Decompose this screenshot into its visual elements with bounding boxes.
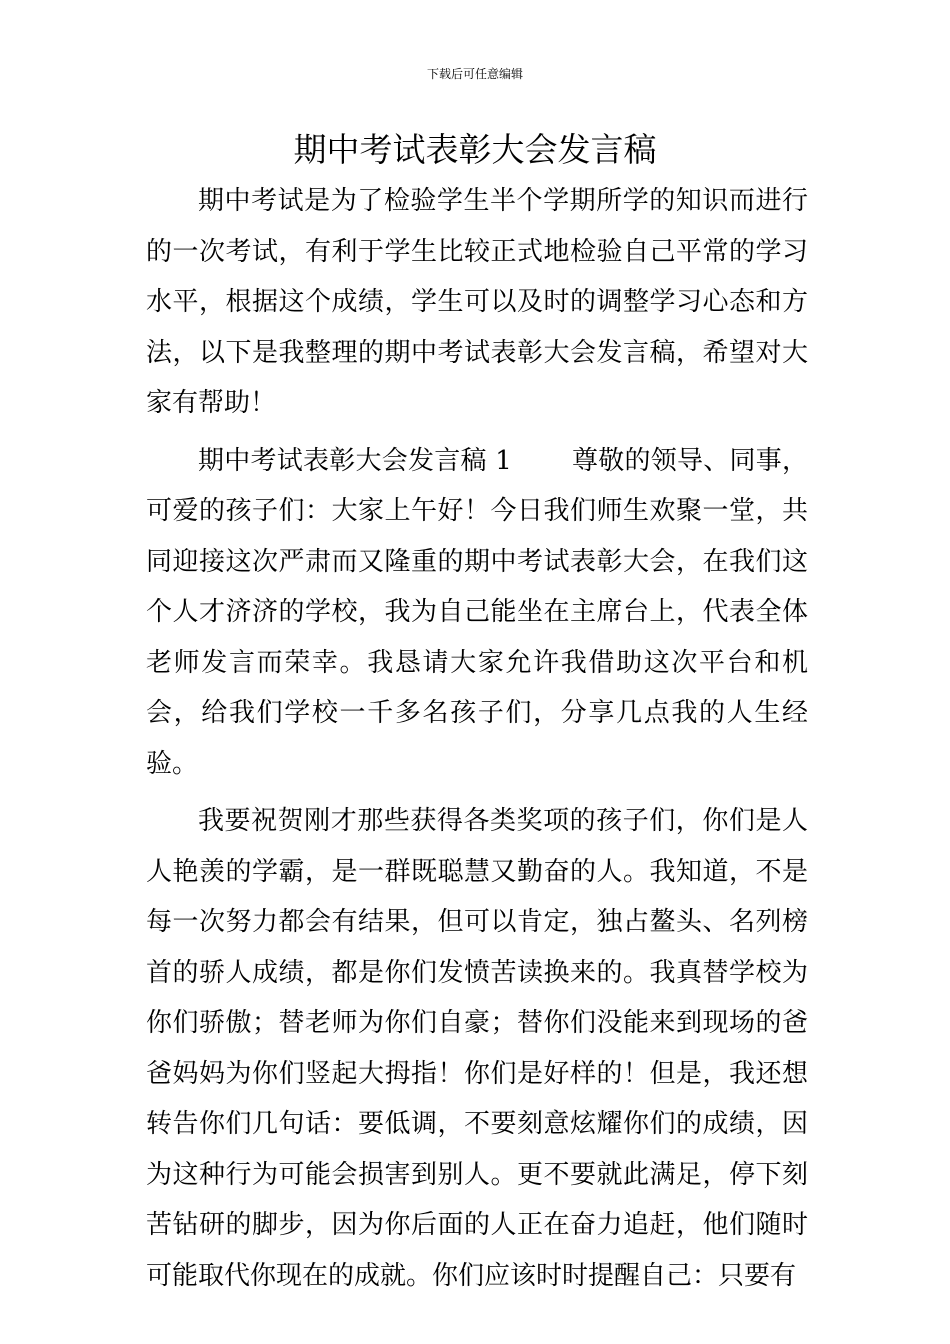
- paragraph-intro: 期中考试是为了检验学生半个学期所学的知识而进行的一次考试，有利于学生比较正式地检验自己平常的学习水平，根据这个成绩，学生可以及时的调整学习心态和方法，以下是我整理的期中考试表彰大会发言稿，希望对大家有帮助！: [146, 186, 808, 418]
- speech-heading: 期中考试表彰大会发言稿 1: [198, 445, 512, 476]
- paragraph-congratulations: 我要祝贺刚才那些获得各类奖项的孩子们，你们是人人艳羡的学霸，是一群既聪慧又勤奋的人。我知道，不是每一次努力都会有结果，但可以肯定，独占鳌头、名列榜首的骄人成绩，都是你们发愤苦读换来的。我真替学校为你们骄傲；替老师为你们自豪；替你们没能来到现场的爸爸妈妈为你们竖起大拇指！你们是好样的！但是，我还想转告你们几句话：要低调，不要刻意炫耀你们的成绩，因为这种行为可能会损害到别人。更不要就此满足，停下刻苦钻研的脚步，因为你后面的人正在奋力追赶，他们随时可能取代你现在的成就。你们应该时时提醒自己：只要有: [146, 806, 808, 1291]
- speech-opening-text: 尊敬的领导、同事，可爱的孩子们：大家上午好！今日我们师生欢聚一堂，共同迎接这次严肃而又隆重的期中考试表彰大会，在我们这个人才济济的学校，我为自己能坐在主席台上，代表全体老师发言而荣幸。我恳请大家允许我借助这次平台和机会，给我们学校一千多名孩子们，分享几点我的人生经验。: [146, 445, 808, 779]
- document-body: [146, 176, 808, 1308]
- document-title: 期中考试表彰大会发言稿: [293, 130, 657, 169]
- header-note: 下载后可任意编辑: [426, 67, 523, 81]
- paragraph-speech-opening: [146, 436, 808, 790]
